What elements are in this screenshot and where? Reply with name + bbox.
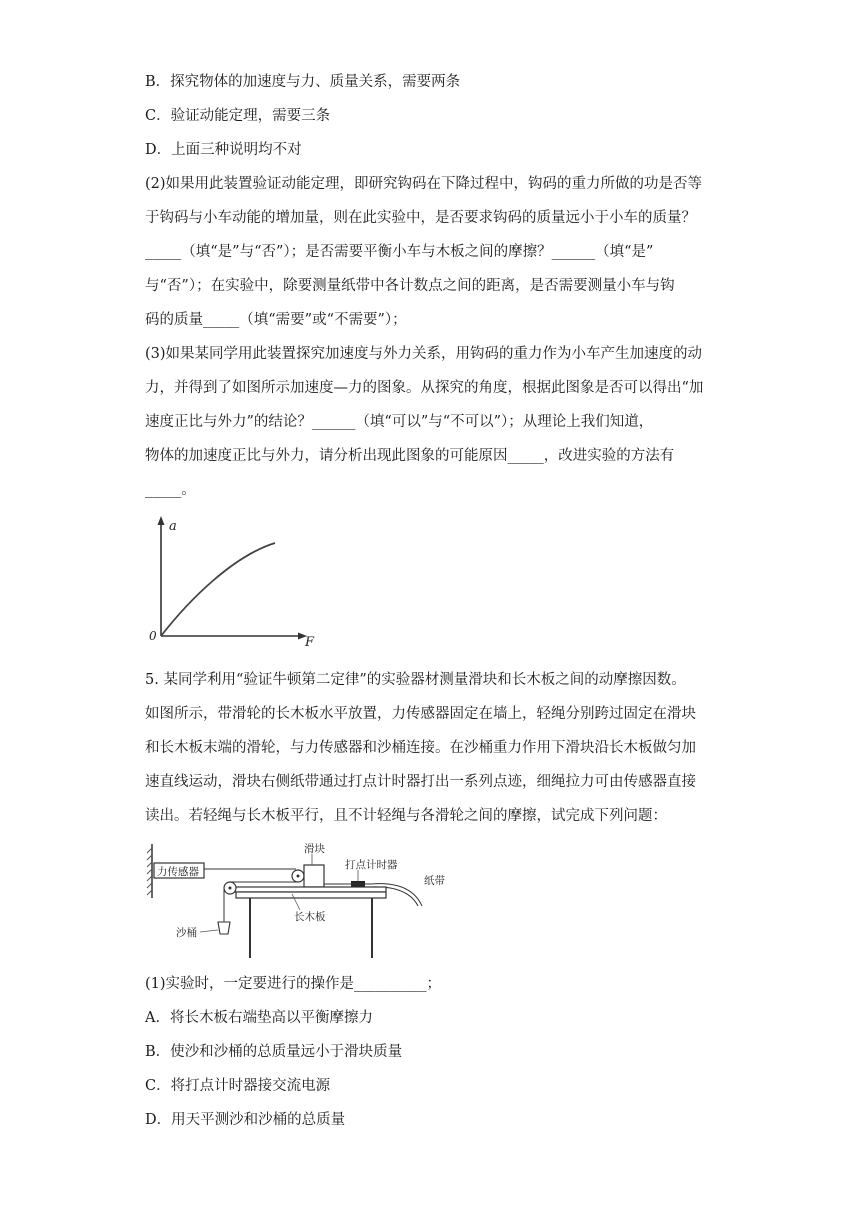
question-2-line-5: 码的质量_____（填“需要”或“不需要”）； xyxy=(145,312,407,328)
question-5-line-1: 5. 某同学利用“验证牛顿第二定律”的实验器材测量滑块和长木板之间的动摩擦因数。 xyxy=(145,672,686,688)
option-d-line: D．上面三种说明均不对 xyxy=(145,142,302,158)
origin-label: 0 xyxy=(149,629,157,643)
y-axis-label: a xyxy=(169,519,177,534)
apparatus-diagram xyxy=(146,838,466,962)
question-3-line-3: 速度正比与外力”的结论？______（填“可以”与“不可以”）；从理论上我们知道， xyxy=(145,414,654,430)
question-2-line-3: _____（填“是”与“否”）；是否需要平衡小车与木板之间的摩擦？______（填“是” xyxy=(145,244,654,260)
question-3-line-4: 物体的加速度正比与外力，请分析出现此图象的可能原因_____，改进实验的方法有 xyxy=(145,448,675,464)
choice-c: C．将打点计时器接交流电源 xyxy=(145,1078,331,1094)
question-5-sub-1: (1)实验时，一定要进行的操作是__________； xyxy=(145,976,442,992)
bucket-label: 沙桶 xyxy=(176,927,197,939)
slider-block xyxy=(304,865,324,887)
force-sensor-label: 力传感器 xyxy=(157,866,199,878)
timer-label: 打点计时器 xyxy=(345,859,398,871)
question-5-line-5: 读出。若轻绳与长木板平行，且不计轻绳与各滑轮之间的摩擦，试完成下列问题： xyxy=(145,808,667,824)
x-axis-label: F xyxy=(305,635,315,647)
question-3-line-1: (3)如果某同学用此装置探究加速度与外力关系，用钩码的重力作为小车产生加速度的动 xyxy=(145,346,703,362)
option-b-line: B．探究物体的加速度与力、质量关系，需要两条 xyxy=(145,74,461,90)
question-3-line-5: _____。 xyxy=(145,482,196,498)
slider-label: 滑块 xyxy=(304,843,325,855)
choice-b: B．使沙和沙桶的总质量远小于滑块质量 xyxy=(145,1044,403,1060)
sand-bucket xyxy=(218,922,230,934)
question-2-line-4: 与“否”）；在实验中，除要测量纸带中各计数点之间的距离，是否需要测量小车与钩 xyxy=(145,278,675,294)
question-5-line-4: 速直线运动，滑块右侧纸带通过打点计时器打出一系列点迹，细绳拉力可由传感器直接 xyxy=(145,774,696,790)
question-5-line-2: 如图所示，带滑轮的长木板水平放置，力传感器固定在墙上，轻绳分别跨过固定在滑块 xyxy=(145,706,696,722)
y-axis-arrow-icon xyxy=(158,516,165,525)
question-2-line-2: 于钩码与小车动能的增加量，则在此实验中，是否要求钩码的质量远小于小车的质量？ xyxy=(145,210,696,226)
board-label: 长木板 xyxy=(294,911,326,923)
tape-label: 纸带 xyxy=(424,875,445,887)
question-3-line-2: 力，并得到了如图所示加速度—力的图象。从探究的角度，根据此图象是否可以得出“加 xyxy=(145,380,704,396)
acceleration-force-graph xyxy=(145,512,315,647)
option-c-line: C．验证动能定理，需要三条 xyxy=(145,108,331,124)
table-top xyxy=(236,892,386,898)
a-f-curve xyxy=(161,543,275,636)
question-5-line-3: 和长木板末端的滑轮，与力传感器和沙桶连接。在沙桶重力作用下滑块沿长木板做匀加 xyxy=(145,740,696,756)
question-2-line-1: (2)如果用此装置验证动能定理，即研究钩码在下降过程中，钩码的重力所做的功是否等 xyxy=(145,176,703,192)
choice-d: D．用天平测沙和沙桶的总质量 xyxy=(145,1112,346,1128)
long-board xyxy=(226,887,386,892)
choice-a: A．将长木板右端垫高以平衡摩擦力 xyxy=(145,1010,373,1026)
